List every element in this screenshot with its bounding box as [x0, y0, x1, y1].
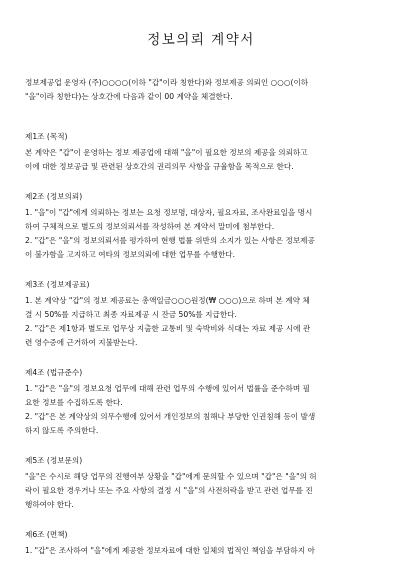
article-line: "을"은 수시로 해당 업무의 진행여부 상황을 "갑"에게 문의할 수 있으며 "갑"은 "을"의 허 [25, 472, 317, 481]
article-heading: 제1조 (목적) [25, 132, 68, 141]
article-line: 이에 대한 정보공급 및 관련된 상호간의 권리의무 사항을 규율함을 목적으로 한다. [25, 162, 294, 171]
article-heading: 제5조 (정보문의) [25, 456, 83, 465]
article-line: 본 계약은 "갑"이 운영하는 정보 제공업에 대해 "을"이 필요한 정보의 제공을 의뢰하고 [25, 148, 308, 157]
article-line: 1. "갑"은 조사하여 "을"에게 제공한 정보자료에 대한 일체의 법적인 책임을 부담하지 아 [25, 546, 315, 555]
article-5 [25, 454, 377, 512]
article-body [25, 146, 377, 174]
intro-paragraph [25, 76, 377, 104]
intro-line: 정보제공업 운영자 (주)○○○○(이하 "갑"이라 칭한다)와 정보제공 의뢰인 ○○○(이하 [25, 78, 309, 87]
article-line: 2. "갑"은 제1항과 별도로 업무상 지출한 교통비 및 숙박비와 식대는 자료 제공 시에 관 [25, 324, 311, 333]
intro-line: "을"이라 칭한다)는 상호간에 다음과 같이 00 계약을 체결한다. [25, 92, 233, 101]
article-line: 행하여야 한다. [25, 500, 74, 509]
article-6 [25, 528, 377, 558]
article-line: 락이 필요한 경우거나 또는 주요 사항의 결정 시 "을"의 사전허락을 받고 관련 업무를 진 [25, 486, 313, 495]
article-3 [25, 278, 377, 350]
article-2 [25, 190, 377, 262]
article-heading: 제2조 (정보의뢰) [25, 192, 83, 201]
article-line: 하여 구체적으로 별도의 정보의뢰서를 작성하여 본 계약서 말미에 첨부한다. [25, 222, 275, 231]
article-line: 이 불가함을 고지하고 여타의 정보의뢰에 대한 업무를 수행한다. [25, 250, 236, 259]
article-line: 1. "을"이 "갑"에게 의뢰하는 정보는 요청 정보명, 대상자, 필요자료, 조사완료일을 명시 [25, 208, 313, 217]
article-4 [25, 366, 377, 438]
article-line: 1. 본 계약상 "갑"의 정보 제공료는 총액일금○○○원정(₩ ○○○)으로 하며 본 계약 체 [25, 296, 310, 305]
article-body [25, 294, 377, 350]
article-body [25, 544, 377, 558]
article-line: 하지 않도록 주의한다. [25, 426, 99, 435]
article-body [25, 470, 377, 512]
article-line: 결 시 50%를 지급하고 최종 자료제공 시 잔금 50%를 지급한다. [25, 310, 237, 319]
article-line: 요한 정보를 수집하도록 한다. [25, 398, 123, 407]
article-heading: 제4조 (법규준수) [25, 368, 83, 377]
article-heading: 제3조 (정보제공료) [25, 280, 90, 289]
article-line: 1. "갑"은 "을"의 정보요청 업무에 대해 관련 업무의 수행에 있어서 법률을 준수하며 필 [25, 384, 310, 393]
article-body [25, 382, 377, 438]
article-line: 련 영수증에 근거하여 지불받는다. [25, 338, 138, 347]
article-body [25, 206, 377, 262]
article-line: 2. "갑"은 본 계약상의 의무수행에 있어서 개인정보의 침해나 부당한 인권침해 등이 발생 [25, 412, 316, 421]
article-line: 2. "갑"은 "을"의 정보의뢰서를 평가하여 현행 법률 위반의 소지가 있는 사항은 정보제공 [25, 236, 315, 245]
document-title: 정보의뢰 계약서 [147, 32, 255, 48]
article-1 [25, 130, 377, 174]
article-heading: 제6조 (면책) [25, 530, 68, 539]
